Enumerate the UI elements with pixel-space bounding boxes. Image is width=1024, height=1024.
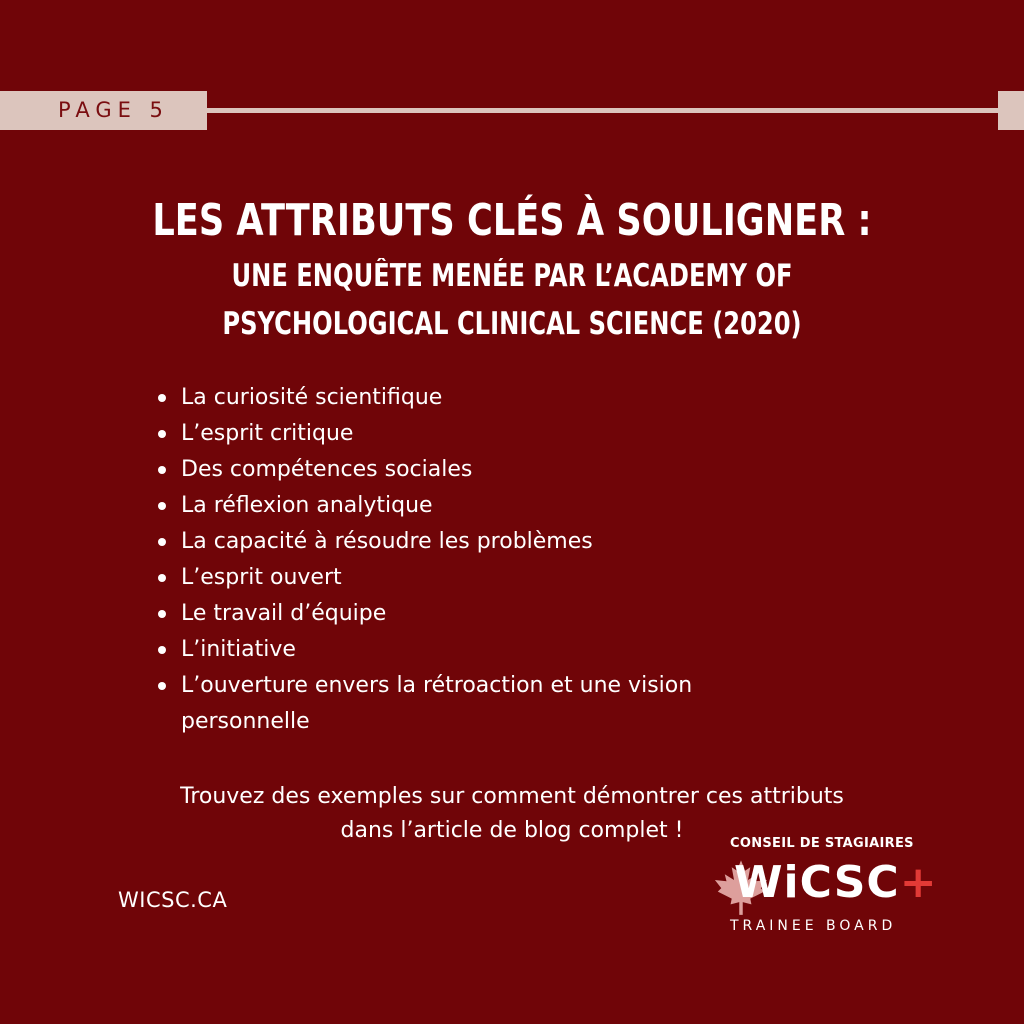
logo-wordmark-text: WiCSC (734, 857, 900, 908)
list-item (155, 452, 795, 488)
list-item (155, 596, 795, 632)
bullet-icon (158, 466, 166, 474)
title-main: LES ATTRIBUTS CLÉS À SOULIGNER : (152, 195, 872, 246)
bullet-icon (158, 574, 166, 582)
bullet-icon (158, 394, 166, 402)
list-item (155, 524, 795, 560)
list-item-text: L’initiative (181, 637, 296, 662)
list-item-text: La capacité à résoudre les problèmes (181, 529, 593, 554)
list-item (155, 560, 795, 596)
list-item (155, 632, 795, 668)
logo-bottom-text: TRAINEE BOARD (730, 918, 897, 934)
header-rule-end (998, 91, 1024, 130)
page-title (60, 190, 964, 348)
list-item-text: L’ouverture envers la rétroaction et une vision personnelle (181, 673, 693, 734)
bullet-icon (158, 646, 166, 654)
bullet-icon (158, 538, 166, 546)
bullet-icon (158, 682, 166, 690)
list-item-text: L’esprit critique (181, 421, 354, 446)
list-item-text: Des compétences sociales (181, 457, 473, 482)
bullet-icon (158, 502, 166, 510)
cta-line-2: dans l’article de blog complet ! (340, 818, 684, 843)
logo-wordmark (734, 858, 938, 908)
list-item-text: La réflexion analytique (181, 493, 433, 518)
list-item-text: La curiosité scientifique (181, 385, 443, 410)
logo-plus: + (899, 857, 938, 908)
list-item (155, 380, 795, 416)
list-item-text: L’esprit ouvert (181, 565, 342, 590)
list-item (155, 668, 795, 740)
list-item (155, 416, 795, 452)
bullet-icon (158, 610, 166, 618)
header-rule (207, 108, 1001, 113)
page-label: PAGE 5 (0, 91, 207, 130)
cta-line-1: Trouvez des exemples sur comment démontrer ces attributs (180, 784, 844, 809)
list-item (155, 488, 795, 524)
bullet-icon (158, 430, 166, 438)
attributes-list (155, 380, 795, 740)
title-subtitle: UNE ENQUÊTE MENÉE PAR L’ACADEMY OF PSYCHOLOGICAL CLINICAL SCIENCE (2020) (222, 258, 802, 342)
wicsc-logo (712, 836, 938, 942)
website-link[interactable]: WICSC.CA (118, 888, 228, 912)
logo-top-text: CONSEIL DE STAGIAIRES (730, 836, 914, 851)
list-item-text: Le travail d’équipe (181, 601, 387, 626)
